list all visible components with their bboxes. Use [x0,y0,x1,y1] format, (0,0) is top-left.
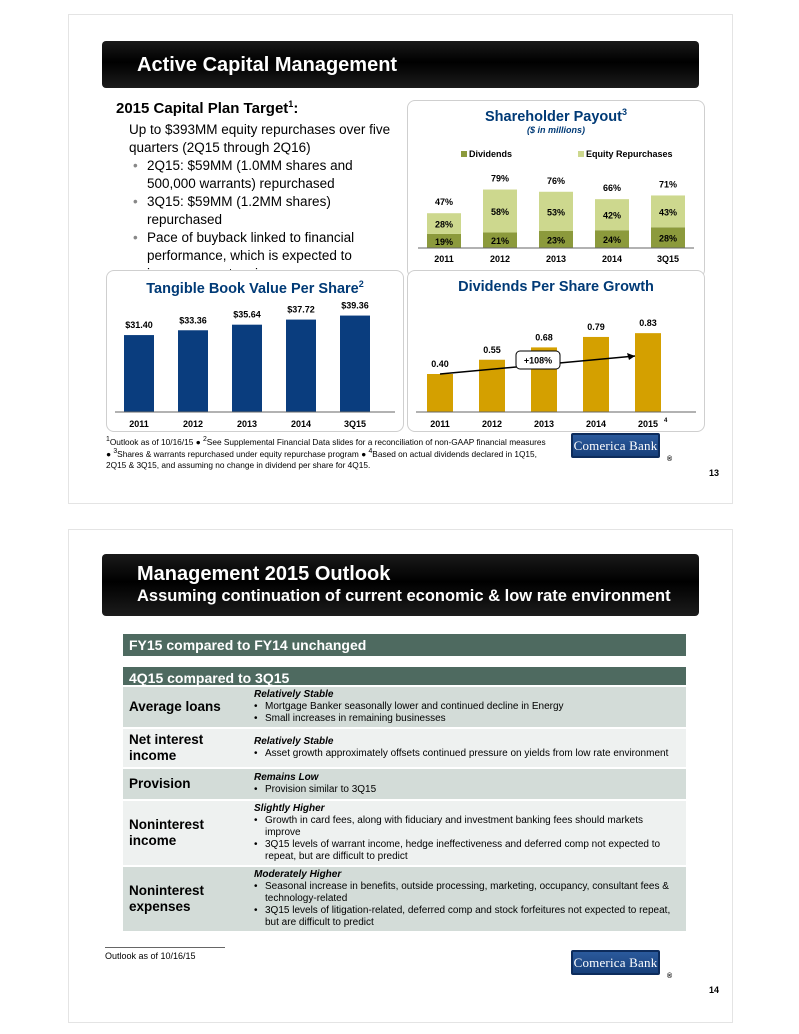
data-label-repurchases: 28% [434,219,454,230]
x-tick-label: 2011 [430,419,450,429]
data-label-dps: 0.83 [639,318,657,329]
slide-title: Management 2015 Outlook [137,563,391,585]
row-category: Noninterest income [123,800,248,866]
slide-subtitle: Assuming continuation of current economic & low rate environment [137,587,671,605]
x-tick-label: 2013 [545,254,567,264]
dps-chart [408,271,704,431]
page-number: 13 [708,468,719,478]
outlook-note: Outlook as of 10/16/15 [105,951,196,961]
plan-bullet: • Pace of buyback linked to financial performance, which is expected to [147,229,392,283]
footnote: $^1$Outlook as of 10/16/15 ● $^2$See Supplemental Financial Data slides for a reconciliation of non-GAAP financial measures ● $^3$Shares & warrants repurchased under equity repurchase program ● $^4$Based on actual dividends declared in 1Q15, 2Q15 & 3Q15, and assuming no change in dividend per share for 4Q15. [106,436,546,470]
payout-chart [408,101,704,277]
legend-swatch-repurchases [578,151,584,157]
data-label-total: 47% [434,197,454,208]
data-label-repurchases: 43% [658,207,678,218]
slide-title-banner [102,554,699,616]
payout-title: Shareholder Payout$^3$ [485,107,627,125]
x-tick-label: 2013 [236,419,258,429]
x-tick-label: 2012 [489,254,511,264]
data-label-total: 76% [546,175,566,186]
registered-mark: ® [667,973,673,980]
bar-dps [479,360,505,412]
row-description: Relatively Stable • Asset growth approximately offsets continued pressure on yields from low rate environment [248,728,686,768]
growth-label: +108% [523,355,553,366]
data-label-dps: 0.40 [431,359,449,369]
data-label-repurchases: 53% [546,207,566,218]
comerica-logo: Comerica Bank [571,433,660,458]
fy15-bar: FY15 compared to FY14 unchanged [123,634,686,656]
x-tick-label: 2015 [637,419,659,429]
registered-mark: ® [667,456,673,463]
x-tick-label: 2012 [182,419,204,429]
note-divider [105,947,225,948]
x-tick-label: 2014 [585,419,607,429]
data-label-total: 66% [602,183,622,194]
data-label-dividends: 24% [602,235,622,246]
growth-arrowhead [627,353,635,360]
table-row [123,866,686,931]
x-tick-label: 3Q15 [343,419,367,429]
dps-title: Dividends Per Share Growth [458,279,654,295]
x-tick-label: 2012 [481,419,503,429]
row-category: Noninterest expenses [123,866,248,931]
plan-bullet: • 3Q15: $59MM (1.2MM shares) repurchased [147,193,392,229]
dividends-panel [407,270,705,432]
data-label-tbv: $31.40 [125,320,153,331]
capital-plan-heading: 2015 Capital Plan Target$^1$: [116,99,299,117]
row-description: Relatively Stable • Mortgage Banker seasonally lower and continued decline in Energy • Small increases in remaining businesses [248,686,686,728]
plan-bullet: • 2Q15: $59MM (1.0MM shares and 500,000 warrants) repurchased [147,157,392,193]
bar-tbv [178,330,208,412]
data-label-tbv: $35.64 [233,309,261,320]
data-label-tbv: $39.36 [341,300,369,311]
slide-13 [68,14,733,504]
x-tick-superscript: 4 [664,418,668,424]
shareholder-payout-panel [407,100,705,278]
row-description: Moderately Higher • Seasonal increase in benefits, outside processing, marketing, occupancy, consultant fees & technology-related • 3Q15 levels of litigation-related, deferred comp and stock forfeitures not expected to repeat, but are difficult to predict [248,866,686,931]
data-label-dividends: 19% [434,236,454,247]
slide-14 [68,529,733,1023]
bar-tbv [340,316,370,412]
row-category: Average loans [123,686,248,728]
bar-dps [583,337,609,412]
data-label-dps: 0.79 [587,321,605,332]
outlook-table [123,685,686,931]
table-row [123,728,686,768]
q4-bar: 4Q15 compared to 3Q15 [123,667,686,689]
data-label-total: 79% [490,173,510,184]
legend-label-dividends: Dividends [469,149,513,159]
row-description: Remains Low • Provision similar to 3Q15 [248,768,686,800]
x-tick-label: 2014 [601,254,623,264]
bar-dps [427,374,453,412]
x-tick-label: 2013 [533,419,555,429]
data-label-dividends: 21% [490,236,510,247]
bar-dps [635,333,661,412]
legend-label-repurchases: Equity Repurchases [586,149,673,159]
row-category: Provision [123,768,248,800]
table-row [123,686,686,728]
data-label-dividends: 28% [658,233,678,244]
table-row [123,800,686,866]
tbv-title: Tangible Book Value Per Share$^2$ [146,279,364,297]
x-tick-label: 2011 [129,419,149,429]
data-label-tbv: $33.36 [179,315,207,326]
capital-plan-text: Up to $393MM equity repurchases over five quarters (2Q15 through 2Q16) [129,122,391,155]
data-label-dividends: 23% [546,235,566,246]
bar-tbv [232,325,262,412]
table-row [123,768,686,800]
page-number: 14 [708,985,719,995]
payout-subtitle: ($ in millions) [526,125,585,135]
slide-title-banner [102,41,699,88]
tbv-chart [107,271,403,431]
x-tick-label: 3Q15 [656,254,680,264]
data-label-dps: 0.68 [535,332,553,343]
x-tick-label: 2014 [290,419,312,429]
data-label-total: 71% [658,179,678,190]
bar-tbv [286,320,316,412]
x-tick-label: 2011 [434,254,454,264]
tangible-book-panel [106,270,404,432]
data-label-dps: 0.55 [483,344,501,355]
legend-swatch-dividends [461,151,467,157]
row-description: Slightly Higher • Growth in card fees, along with fiduciary and investment banking fees should markets improve • 3Q15 levels of warrant income, hedge ineffectiveness and deferred comp not expected to repeat, but are difficult to predict [248,800,686,866]
data-label-tbv: $37.72 [287,304,315,315]
row-category: Net interest income [123,728,248,768]
comerica-logo: Comerica Bank [571,950,660,975]
data-label-repurchases: 58% [490,207,510,217]
slide-title: Active Capital Management [137,54,398,76]
data-label-repurchases: 42% [602,210,622,221]
bar-tbv [124,335,154,412]
